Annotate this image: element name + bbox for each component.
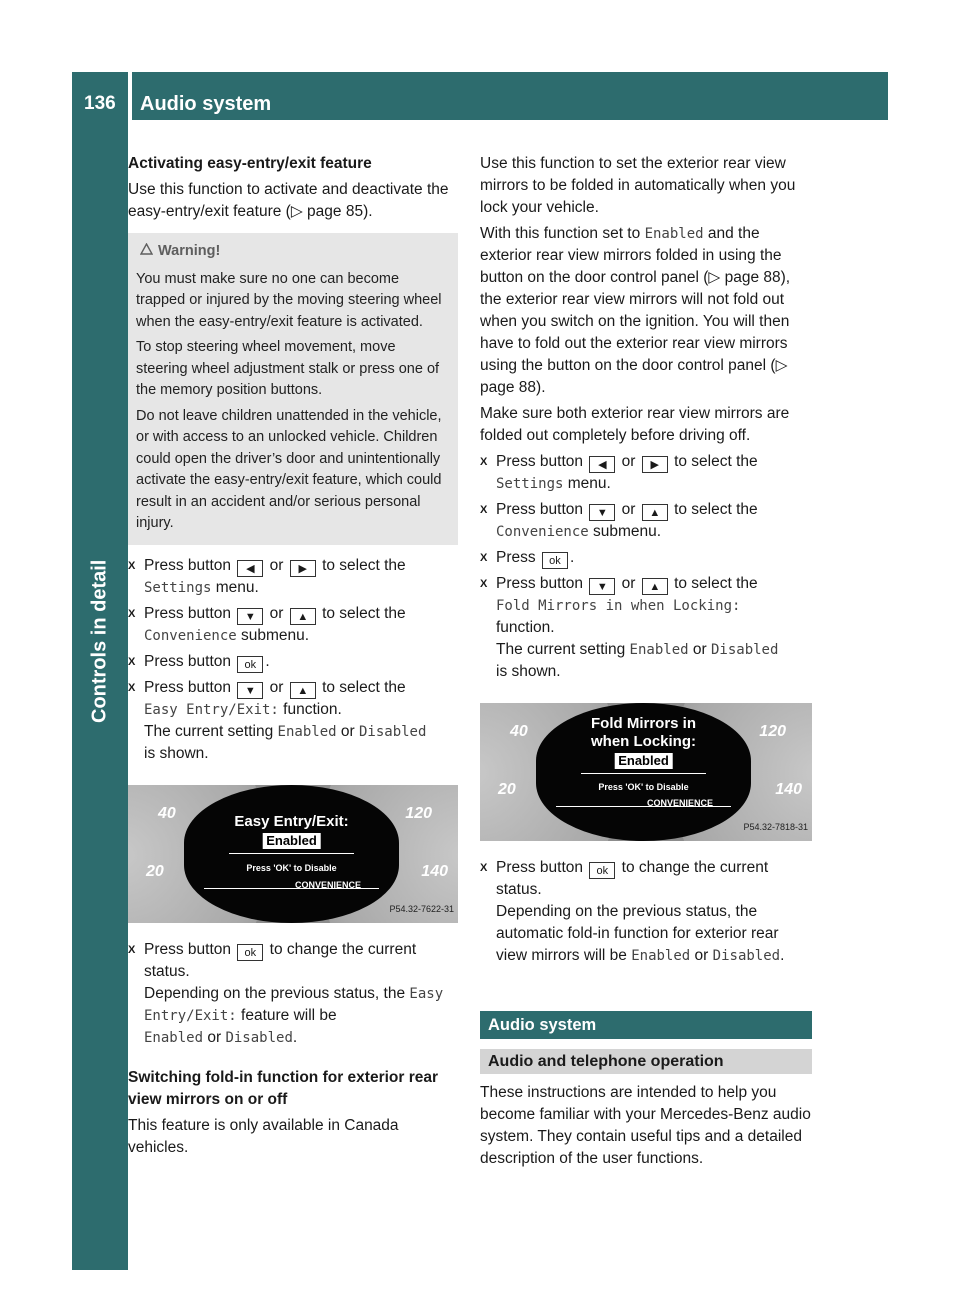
left-arrow-button-icon: ◀	[237, 560, 263, 577]
down-arrow-button-icon: ▼	[589, 578, 615, 595]
up-arrow-button-icon: ▲	[642, 504, 668, 521]
step-marker-icon: X	[480, 504, 488, 516]
gauge-label: 120	[759, 723, 786, 740]
page-title: Audio system	[140, 93, 272, 115]
gauge-label: 40	[158, 804, 176, 822]
up-arrow-button-icon: ▲	[290, 608, 316, 625]
step-marker-icon: X	[128, 559, 136, 572]
multifunction-display	[184, 785, 399, 923]
warning-title	[136, 241, 450, 263]
submenu-name: Convenience	[496, 524, 589, 540]
warning-title-text: Warning!	[158, 243, 221, 259]
display-menu: CONVENIENCE	[294, 879, 361, 890]
ok-button-icon: ok	[237, 656, 263, 673]
left-arrow-button-icon: ◀	[589, 456, 615, 473]
warning-paragraph: Do not leave children unattended in the vehicle, or with access to an unlocked vehicle. Children could open the driver’s door and unintentionally activate the easy-entry/exit feature, which could result in an accident and/or serious personal injury.	[136, 407, 442, 531]
instruction-step: X Press button ▼ or ▲ to select the Fold Mirrors in when Locking: function. The current setting Enabled or Disabled is shown.	[480, 575, 779, 680]
instruction-step: X Press ok .	[480, 549, 575, 567]
instruction-step: X Press button ok to change the current status. Depending on the previous status, the Easy Entry/Exit: feature will be Enabled or Disabled.	[128, 940, 444, 1046]
display-menu: CONVENIENCE	[646, 798, 713, 808]
instruction-step: X Press button ◀ or ▶ to select the Settings menu.	[480, 453, 758, 492]
side-tab-label: Controls in detail	[88, 559, 111, 723]
warning-paragraph: To stop steering wheel movement, move steering wheel adjustment stalk or press one of the memory position buttons.	[136, 339, 440, 398]
section-title-bar: Audio system	[480, 1011, 812, 1039]
ok-button-icon: ok	[589, 862, 615, 879]
gauge-label: 20	[498, 781, 516, 798]
menu-name: Settings	[496, 476, 564, 492]
step-marker-icon: X	[128, 943, 136, 956]
display-divider	[581, 773, 706, 774]
function-name: Fold Mirrors in when Locking:	[496, 598, 741, 614]
gauge-label: 140	[421, 862, 448, 880]
menu-name: Settings	[144, 579, 212, 596]
gauge-label: 140	[775, 781, 802, 798]
paragraph: Use this function to set the exterior rear view mirrors to be folded in automatically when you lock your vehicle.	[480, 155, 796, 216]
step-marker-icon: X	[480, 578, 488, 590]
warning-box	[128, 233, 458, 545]
instruction-step: X Press button ▼ or ▲ to select the Easy Entry/Exit: function. The current setting Enabled or Disabled is shown.	[128, 678, 427, 762]
submenu-name: Convenience	[144, 627, 237, 644]
step-marker-icon: X	[128, 655, 136, 668]
display-status: Enabled	[614, 753, 673, 769]
instruction-step: X Press button ▼ or ▲ to select the Convenience submenu.	[480, 501, 758, 540]
image-code: P54.32-7622-31	[389, 903, 454, 914]
right-column	[480, 153, 812, 1174]
step-marker-icon: X	[480, 456, 488, 468]
display-hint: Press 'OK' to Disable	[598, 782, 689, 792]
instruction-step: X Press button ok .	[128, 652, 270, 671]
step-marker-icon: X	[128, 681, 136, 694]
instrument-cluster-image	[128, 785, 458, 923]
gauge-label: 40	[510, 723, 528, 740]
warning-icon	[140, 241, 152, 263]
multifunction-display	[536, 703, 751, 841]
section-heading: Activating easy-entry/exit feature	[128, 155, 372, 172]
up-arrow-button-icon: ▲	[642, 578, 668, 595]
display-title: when Locking:	[591, 733, 696, 750]
section-heading: Switching fold-in function for exterior rear view mirrors on or off	[128, 1068, 439, 1108]
gauge-label: 120	[405, 804, 432, 822]
page-number: 136	[84, 93, 116, 114]
down-arrow-button-icon: ▼	[237, 608, 263, 625]
down-arrow-button-icon: ▼	[237, 682, 263, 699]
down-arrow-button-icon: ▼	[589, 504, 615, 521]
intro-paragraph: Use this function to activate and deactivate the easy-entry/exit feature (▷ page 85).	[128, 181, 449, 220]
right-arrow-button-icon: ▶	[290, 560, 316, 577]
step-marker-icon: X	[128, 607, 136, 620]
ok-button-icon: ok	[237, 944, 263, 961]
display-hint: Press 'OK' to Disable	[246, 862, 337, 873]
display-divider	[229, 853, 354, 854]
display-status: Enabled	[262, 833, 321, 849]
warning-paragraph: You must make sure no one can become trapped or injured by the moving steering wheel when the easy-entry/exit feature is activated.	[136, 270, 442, 330]
display-title: Fold Mirrors in	[591, 715, 696, 732]
image-code: P54.32-7818-31	[743, 822, 808, 832]
paragraph: With this function set to Enabled and the exterior rear view mirrors folded in using the button on the door control panel (▷ page 88), the exterior rear view mirrors will not fold out when you switch on the ignition. You will then have to fold out the exterior rear view mirrors using the button on the door control panel (▷ page 88).	[480, 225, 791, 396]
subsection-title-bar: Audio and telephone operation	[480, 1049, 812, 1074]
instruction-step: X Press button ▼ or ▲ to select the Convenience submenu.	[128, 604, 406, 644]
left-column	[128, 153, 458, 1163]
paragraph: This feature is only available in Canada vehicles.	[128, 1116, 399, 1156]
display-title: Easy Entry/Exit:	[234, 812, 349, 830]
header-divider	[128, 72, 132, 120]
gauge-label: 20	[146, 862, 164, 880]
paragraph: These instructions are intended to help you become familiar with your Mercedes-Benz audio system. They contain useful tips and a detailed description of the user functions.	[480, 1084, 811, 1167]
instruction-step: X Press button ok to change the current status. Depending on the previous status, the automatic fold-in function for exterior rear view mirrors will be Enabled or Disabled.	[480, 859, 785, 964]
step-marker-icon: X	[480, 862, 488, 874]
step-marker-icon: X	[480, 552, 488, 564]
instrument-cluster-image	[480, 703, 812, 841]
instruction-step: X Press button ◀ or ▶ to select the Settings menu.	[128, 556, 406, 596]
right-arrow-button-icon: ▶	[642, 456, 668, 473]
function-name: Easy Entry/Exit:	[144, 701, 279, 718]
up-arrow-button-icon: ▲	[290, 682, 316, 699]
ok-button-icon: ok	[542, 552, 568, 569]
paragraph: Make sure both exterior rear view mirrors are folded out completely before driving off.	[480, 405, 790, 444]
